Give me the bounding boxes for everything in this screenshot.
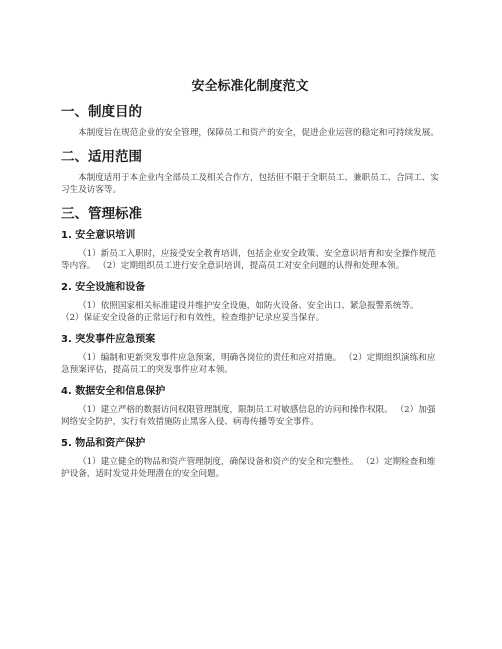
subsection-heading-assets: 5. 物品和资产保护 bbox=[61, 437, 146, 449]
section-heading-purpose: 一、制度目的 bbox=[61, 104, 142, 120]
subsection-paragraph-facilities: （1）依照国家相关标准建设并维护安全设施，如防火设备、安全出口、紧急报警系统等。 （2）保证安全设备的正常运行和有效性，检查维护记录应妥当保存。 bbox=[61, 300, 419, 323]
document-page bbox=[61, 78, 439, 489]
subsection-heading-training: 1. 安全意识培训 bbox=[61, 229, 136, 241]
subsection-paragraph-training: （1）新员工入职时，应接受安全教育培训，包括企业安全政策、安全意识培育和安全操作规范等内容。 （2）定期组织员工进行安全意识培训，提高员工对安全问题的认得和处理本领。 bbox=[61, 248, 436, 271]
document-title: 安全标准化制度范文 bbox=[191, 79, 309, 94]
section-paragraph-purpose: 本制度旨在规范企业的安全管理，保障员工和资产的安全，促进企业运营的稳定和可持续发展。 bbox=[78, 128, 439, 138]
section-heading-standards: 三、管理标准 bbox=[61, 205, 142, 222]
subsection-heading-data-security: 4. 数据安全和信息保护 bbox=[61, 385, 166, 397]
subsection-heading-facilities: 2. 安全设施和设备 bbox=[61, 281, 146, 293]
subsection-heading-emergency: 3. 突发事件应急预案 bbox=[61, 333, 156, 345]
subsection-paragraph-data-security: （1）建立严格的数据访问权限管理制度，限制员工对敏感信息的访问和操作权限。 （2）加强网络安全防护，实行有效措施防止黑客入侵、病毒传播等安全事件。 bbox=[61, 404, 436, 427]
section-paragraph-scope: 本制度适用于本企业内全部员工及相关合作方，包括但不限于全职员工、兼职员工、合同工、实习生及访客等。 bbox=[61, 172, 439, 195]
subsection-paragraph-emergency: （1）编制和更新突发事件应急预案，明确各岗位的责任和应对措施。 （2）定期组织演练和应急预案评估，提高员工的突发事件应对本领。 bbox=[61, 352, 436, 375]
subsection-paragraph-assets: （1）建立健全的物品和资产管理制度，确保设备和资产的安全和完整性。 （2）定期检查和维护设备，适时发觉并处理潜在的安全问题。 bbox=[61, 456, 436, 479]
section-heading-scope: 二、适用范围 bbox=[61, 148, 142, 165]
